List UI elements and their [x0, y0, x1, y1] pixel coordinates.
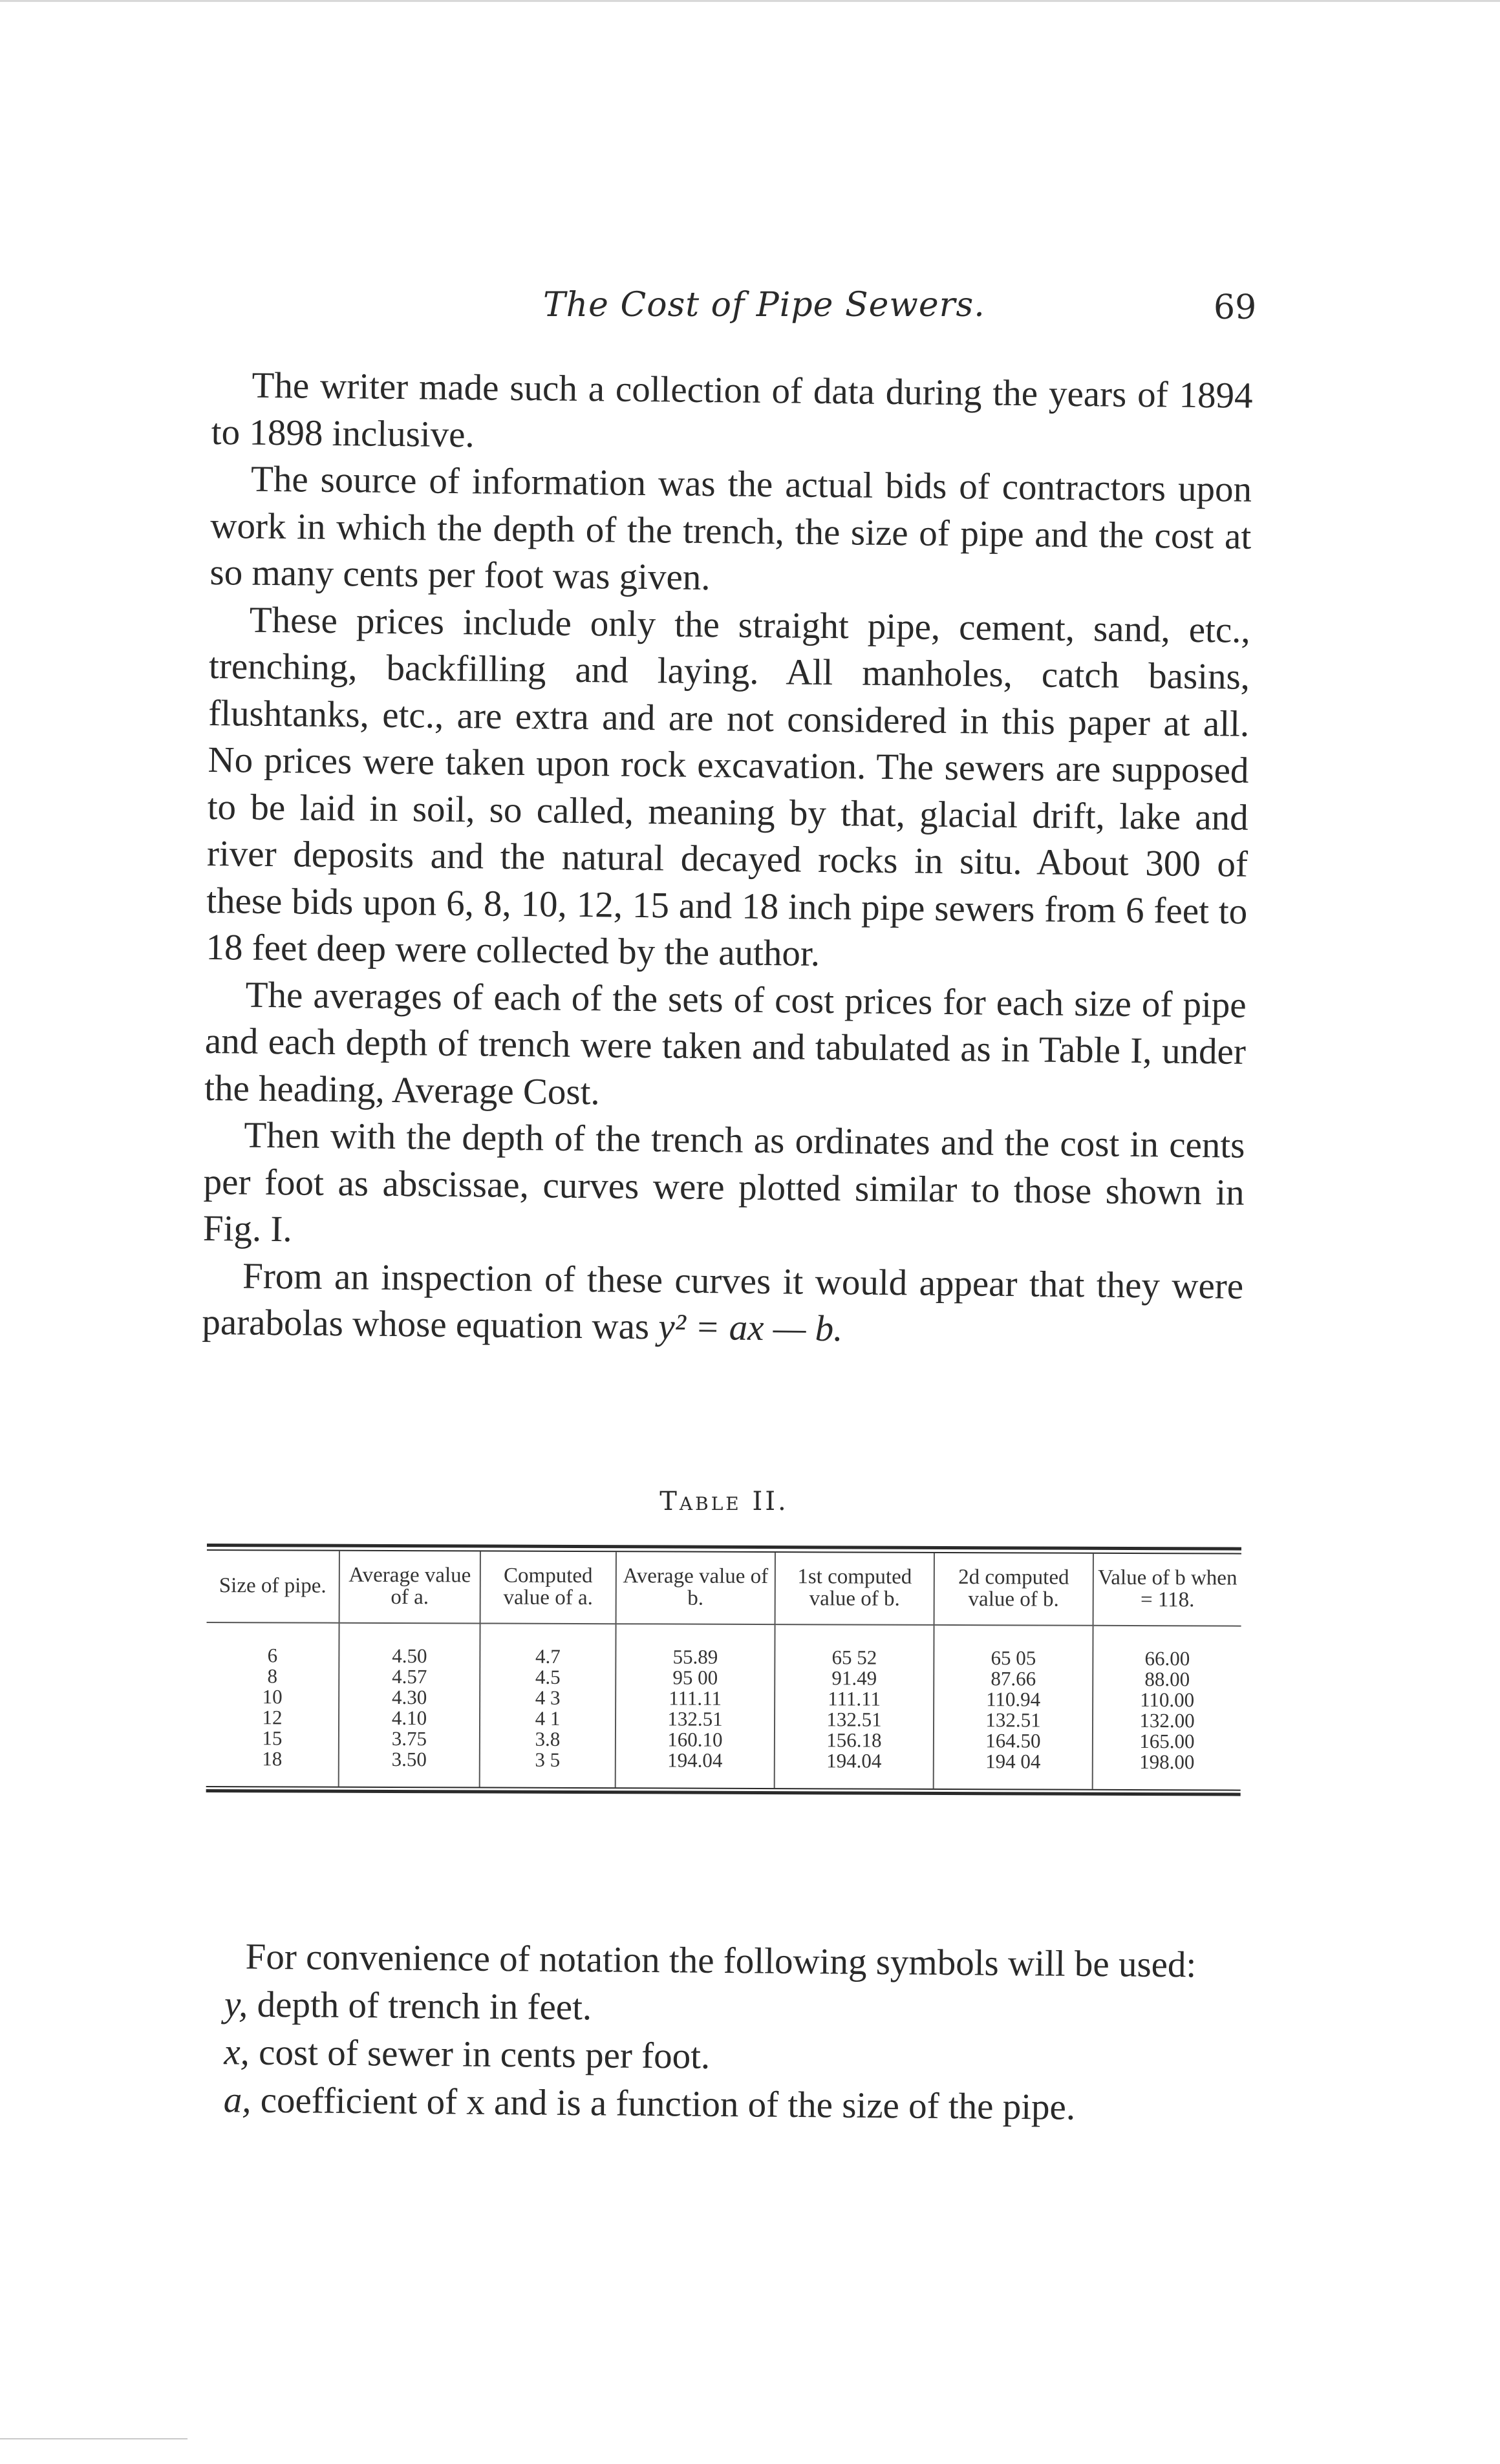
- page-number: 69: [1214, 288, 1257, 327]
- table-value: 88.00: [1144, 1668, 1190, 1691]
- symbol-definition: [204, 2076, 1245, 2133]
- column-header: Average value of b.: [616, 1552, 775, 1624]
- table-value: 132.00: [1139, 1709, 1195, 1732]
- table-value: 4.57: [392, 1665, 427, 1688]
- top-edge-rule: [0, 0, 1500, 2]
- table-value: 132.51: [826, 1708, 882, 1731]
- paragraph: The averages of each of the sets of cost prices for each size of pipe and each depth of trench were taken and tabulated as in Table I, under the heading, Average Cost.: [204, 974, 1247, 1112]
- table-value: 156.18: [826, 1728, 882, 1752]
- size-of-pipe-cell: [206, 1622, 339, 1787]
- table-value: 18: [262, 1747, 283, 1770]
- average-a-cell: [339, 1623, 480, 1787]
- column-header: Value of b when = 118.: [1093, 1554, 1241, 1626]
- column-header: Size of pipe.: [207, 1551, 339, 1623]
- table-value: 65 52: [831, 1646, 877, 1669]
- symbol-text: coefficient of x and is a function of the size of the pipe.: [251, 2079, 1076, 2128]
- column-header: 1st computed value of b.: [775, 1553, 934, 1625]
- table-value: 91.49: [831, 1666, 877, 1690]
- symbol: x,: [224, 2032, 250, 2073]
- table-header-row: [207, 1551, 1241, 1626]
- table-value: 3 5: [535, 1748, 561, 1771]
- table-value: 65 05: [991, 1646, 1036, 1670]
- table-value: 164.50: [985, 1729, 1041, 1752]
- page-header: [0, 279, 1500, 331]
- symbol-text: cost of sewer in cents per foot.: [249, 2032, 711, 2077]
- table-value: 15: [262, 1726, 283, 1750]
- table-value: 194.04: [826, 1749, 882, 1772]
- table-value: 4.5: [535, 1665, 561, 1688]
- table-value: 4.30: [391, 1686, 427, 1709]
- paragraph: The writer made such a collection of data during the years of 1894 to 1898 inclusive.: [211, 365, 1253, 455]
- first-computed-b-cell: [775, 1624, 934, 1789]
- paragraph-text: From an inspection of these curves it would appear that they were parabolas whose equation was: [202, 1255, 1244, 1348]
- paragraph: These prices include only the straight pipe, cement, sand, etc., trenching, backfilling and laying. All manholes, catch basins, flushtanks, etc., are extra and are not considered in this paper at all. No prices were taken upon rock excavation. The sewers are supposed to be laid in soil, so called, meaning by that, glacial drift, lake and river deposits and the natural decayed rocks in situ. About 300 of these bids upon 6, 8, 10, 12, 15 and 18 inch pipe sewers from 6 feet to 18 feet deep were collected by the author.: [206, 599, 1251, 974]
- column-header: 2d computed value of b.: [934, 1553, 1093, 1626]
- table-value: 198.00: [1139, 1750, 1195, 1774]
- table-value: 110.00: [1140, 1688, 1195, 1712]
- running-title: The Cost of Pipe Sewers.: [543, 286, 985, 324]
- table-value: 132.51: [667, 1707, 723, 1730]
- table-value: 66.00: [1144, 1647, 1190, 1670]
- table-value: 55.89: [672, 1645, 718, 1668]
- notation-section: [204, 1933, 1247, 2133]
- symbol: a,: [223, 2079, 252, 2121]
- table-value: 111.11: [669, 1686, 722, 1710]
- table-value: 160.10: [667, 1728, 723, 1751]
- column-header: Average value of a.: [339, 1551, 480, 1624]
- table-value: 111.11: [828, 1687, 881, 1710]
- table-row: [206, 1622, 1241, 1790]
- paragraph: Then with the depth of the trench as ordinates and the cost in cents per foot as abscissae, curves were plotted similar to those shown in Fig. I.: [202, 1114, 1245, 1250]
- table-value: 4.50: [392, 1644, 427, 1668]
- table-value: 8: [267, 1664, 278, 1688]
- paragraph: The source of information was the actual bids of contractors upon work in which the depth of the trench, the size of pipe and the cost at so many cents per foot was given.: [209, 458, 1252, 599]
- value-of-b-cell: [1093, 1626, 1241, 1790]
- table-value: 95 00: [672, 1666, 718, 1689]
- table-value: 6: [267, 1644, 278, 1667]
- table-value: 165.00: [1139, 1730, 1195, 1753]
- table-value: 10: [262, 1685, 283, 1708]
- table-value: 12: [262, 1706, 283, 1729]
- table-value: 4.10: [391, 1706, 427, 1730]
- table-value: 4 3: [535, 1686, 561, 1709]
- column-header: Computed value of a.: [480, 1551, 616, 1624]
- symbol-definition: [204, 2028, 1246, 2085]
- table-value: 4.7: [535, 1644, 561, 1668]
- table-value: 110.94: [986, 1688, 1041, 1711]
- symbol: y,: [224, 1984, 248, 2025]
- body-text: [202, 362, 1253, 1357]
- data-table: [206, 1544, 1241, 1796]
- symbol-definition: [205, 1981, 1247, 2037]
- table-value: 194.04: [667, 1748, 723, 1772]
- computed-a-cell: [480, 1623, 616, 1787]
- table-value: 132.51: [985, 1708, 1041, 1732]
- paragraph: For convenience of notation the following symbols will be used:: [245, 1936, 1197, 1986]
- table-value: 3.75: [391, 1726, 427, 1750]
- table-value: 3.50: [391, 1747, 427, 1771]
- table-value: 3.8: [535, 1727, 561, 1750]
- table-value: 194 04: [985, 1750, 1041, 1773]
- table-value: 4 1: [535, 1706, 561, 1730]
- bottom-edge-rule: [0, 2438, 188, 2439]
- symbol-text: depth of trench in feet.: [248, 1984, 592, 2028]
- table-caption: Table II.: [659, 1487, 789, 1516]
- table-value: 87.66: [991, 1667, 1036, 1690]
- equation: y² = ax — b.: [658, 1306, 843, 1350]
- average-b-cell: [616, 1624, 775, 1788]
- paragraph: [202, 1252, 1243, 1357]
- second-computed-b-cell: [934, 1625, 1093, 1789]
